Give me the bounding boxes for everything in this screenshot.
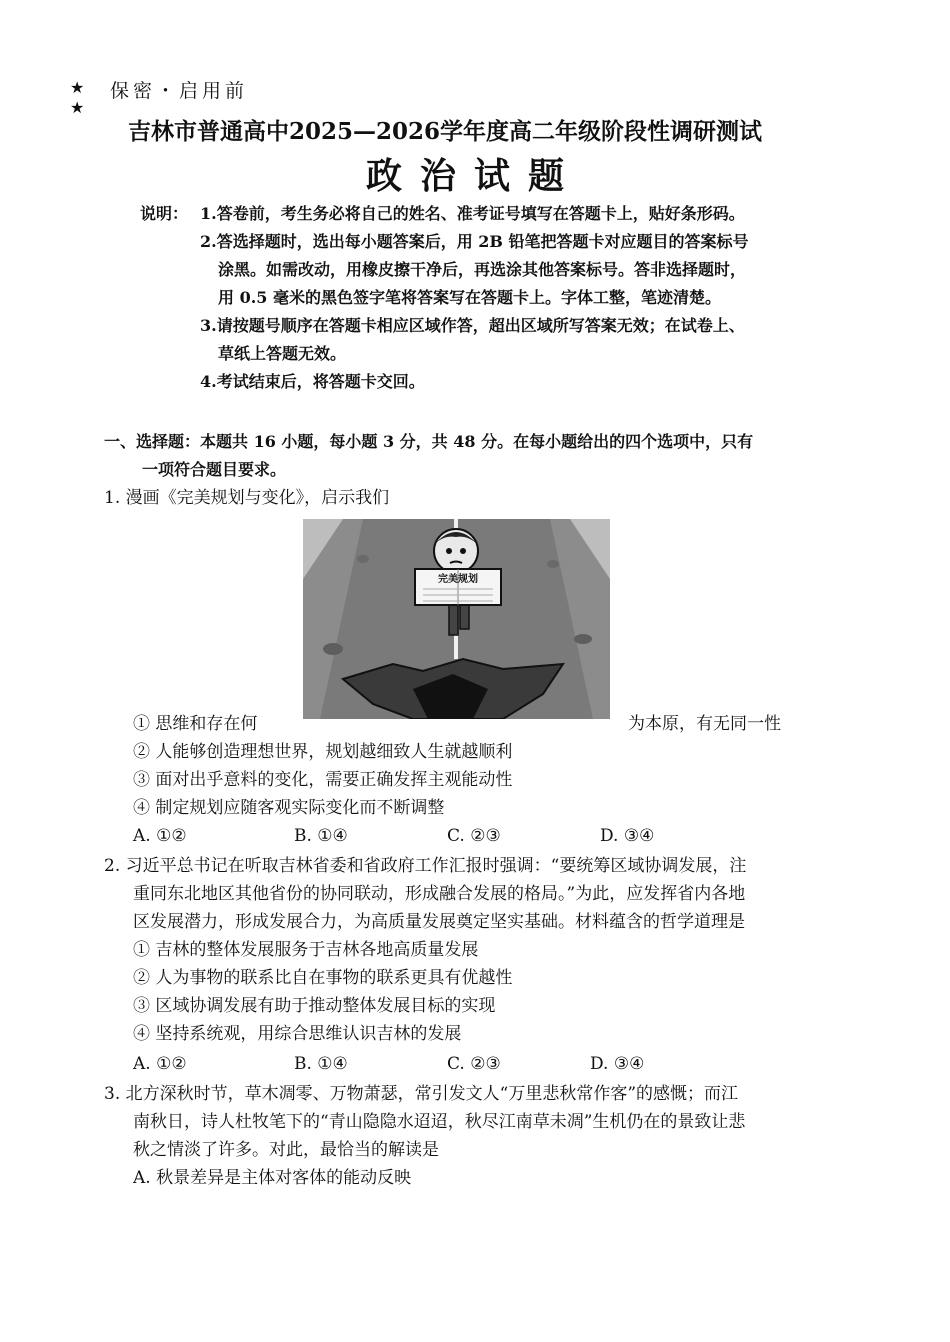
q2-stem-line: 2. 习近平总书记在听取吉林省委和省政府工作汇报时强调：“要统筹区域协调发展，注	[104, 856, 747, 876]
instruction-line: 3.请按题号顺序在答题卡相应区域作答，超出区域所写答案无效；在试卷上、	[200, 316, 745, 335]
section-heading: 一、选择题：本题共 16 小题，每小题 3 分，共 48 分。在每小题给出的四个选项中，只有	[104, 432, 754, 451]
q2-stem-line: 区发展潜力，形成发展合力，为高质量发展奠定坚实基础。材料蕴含的哲学道理是	[133, 912, 745, 932]
instruction-line: 1.答卷前，考生务必将自己的姓名、准考证号填写在答题卡上，贴好条形码。	[200, 204, 745, 223]
section-heading-cont: 一项符合题目要求。	[142, 460, 287, 479]
q1-choice-a: A. ①②	[133, 826, 187, 846]
q2-choice-a: A. ①②	[133, 1054, 187, 1074]
instruction-line: 4.考试结束后，将答题卡交回。	[200, 372, 425, 391]
q3-stem-line: 3. 北方深秋时节，草木凋零、万物萧瑟，常引发文人“万里悲秋常作客”的感慨；而江	[104, 1084, 739, 1104]
q3-option-a: A. 秋景差异是主体对客体的能动反映	[133, 1168, 412, 1188]
newspaper-caption: 完美规划	[438, 574, 478, 585]
exam-title: 吉林市普通高中2025—2026学年度高二年级阶段性调研测试	[128, 118, 763, 145]
q2-choice-b: B. ①④	[294, 1054, 348, 1074]
q2-choice-d: D. ③④	[590, 1054, 645, 1074]
q2-option-1: ① 吉林的整体发展服务于吉林各地高质量发展	[133, 940, 479, 960]
subject-title: 政治试题	[366, 155, 583, 197]
instruction-line: 2.答选择题时，选出每小题答案后，用 2B 铅笔把答题卡对应题目的答案标号	[200, 232, 749, 251]
q1-choice-d: D. ③④	[600, 826, 655, 846]
instruction-line: 用 0.5 毫米的黑色签字笔将答案写在答题卡上。字体工整，笔迹清楚。	[218, 288, 721, 307]
instruction-line: 草纸上答题无效。	[218, 344, 347, 363]
q1-choice-c: C. ②③	[447, 826, 501, 846]
cartoon-image	[303, 519, 610, 719]
q2-choice-c: C. ②③	[447, 1054, 501, 1074]
q2-option-3: ③ 区域协调发展有助于推动整体发展目标的实现	[133, 996, 496, 1016]
q2-option-2: ② 人为事物的联系比自在事物的联系更具有优越性	[133, 968, 513, 988]
q2-stem-line: 重同东北地区其他省份的协同联动，形成融合发展的格局。”为此，应发挥省内各地	[133, 884, 746, 904]
q2-option-4: ④ 坚持系统观，用综合思维认识吉林的发展	[133, 1024, 462, 1044]
q1-stem: 1. 漫画《完美规划与变化》，启示我们	[104, 488, 390, 508]
instructions-label: 说明：	[140, 204, 189, 223]
q3-stem-line: 南秋日，诗人杜牧笔下的“青山隐隐水迢迢，秋尽江南草未凋”生机仍在的景致让悲	[133, 1112, 746, 1132]
q1-option-1-cont: 为本原，有无同一性	[628, 714, 781, 734]
q1-option-1: ① 思维和存在何	[133, 714, 258, 734]
q3-stem-line: 秋之情淡了许多。对此，最恰当的解读是	[133, 1140, 439, 1160]
q1-option-4: ④ 制定规划应随客观实际变化而不断调整	[133, 798, 445, 818]
instruction-line: 涂黑。如需改动，用橡皮擦干净后，再选涂其他答案标号。答非选择题时，	[218, 260, 747, 279]
q1-choice-b: B. ①④	[294, 826, 348, 846]
star-marks: ★ ★	[70, 78, 85, 117]
q1-option-3: ③ 面对出乎意料的变化，需要正确发挥主观能动性	[133, 770, 513, 790]
q1-option-2: ② 人能够创造理想世界，规划越细致人生就越顺利	[133, 742, 513, 762]
confidential-label: 保密・启用前	[110, 80, 249, 102]
